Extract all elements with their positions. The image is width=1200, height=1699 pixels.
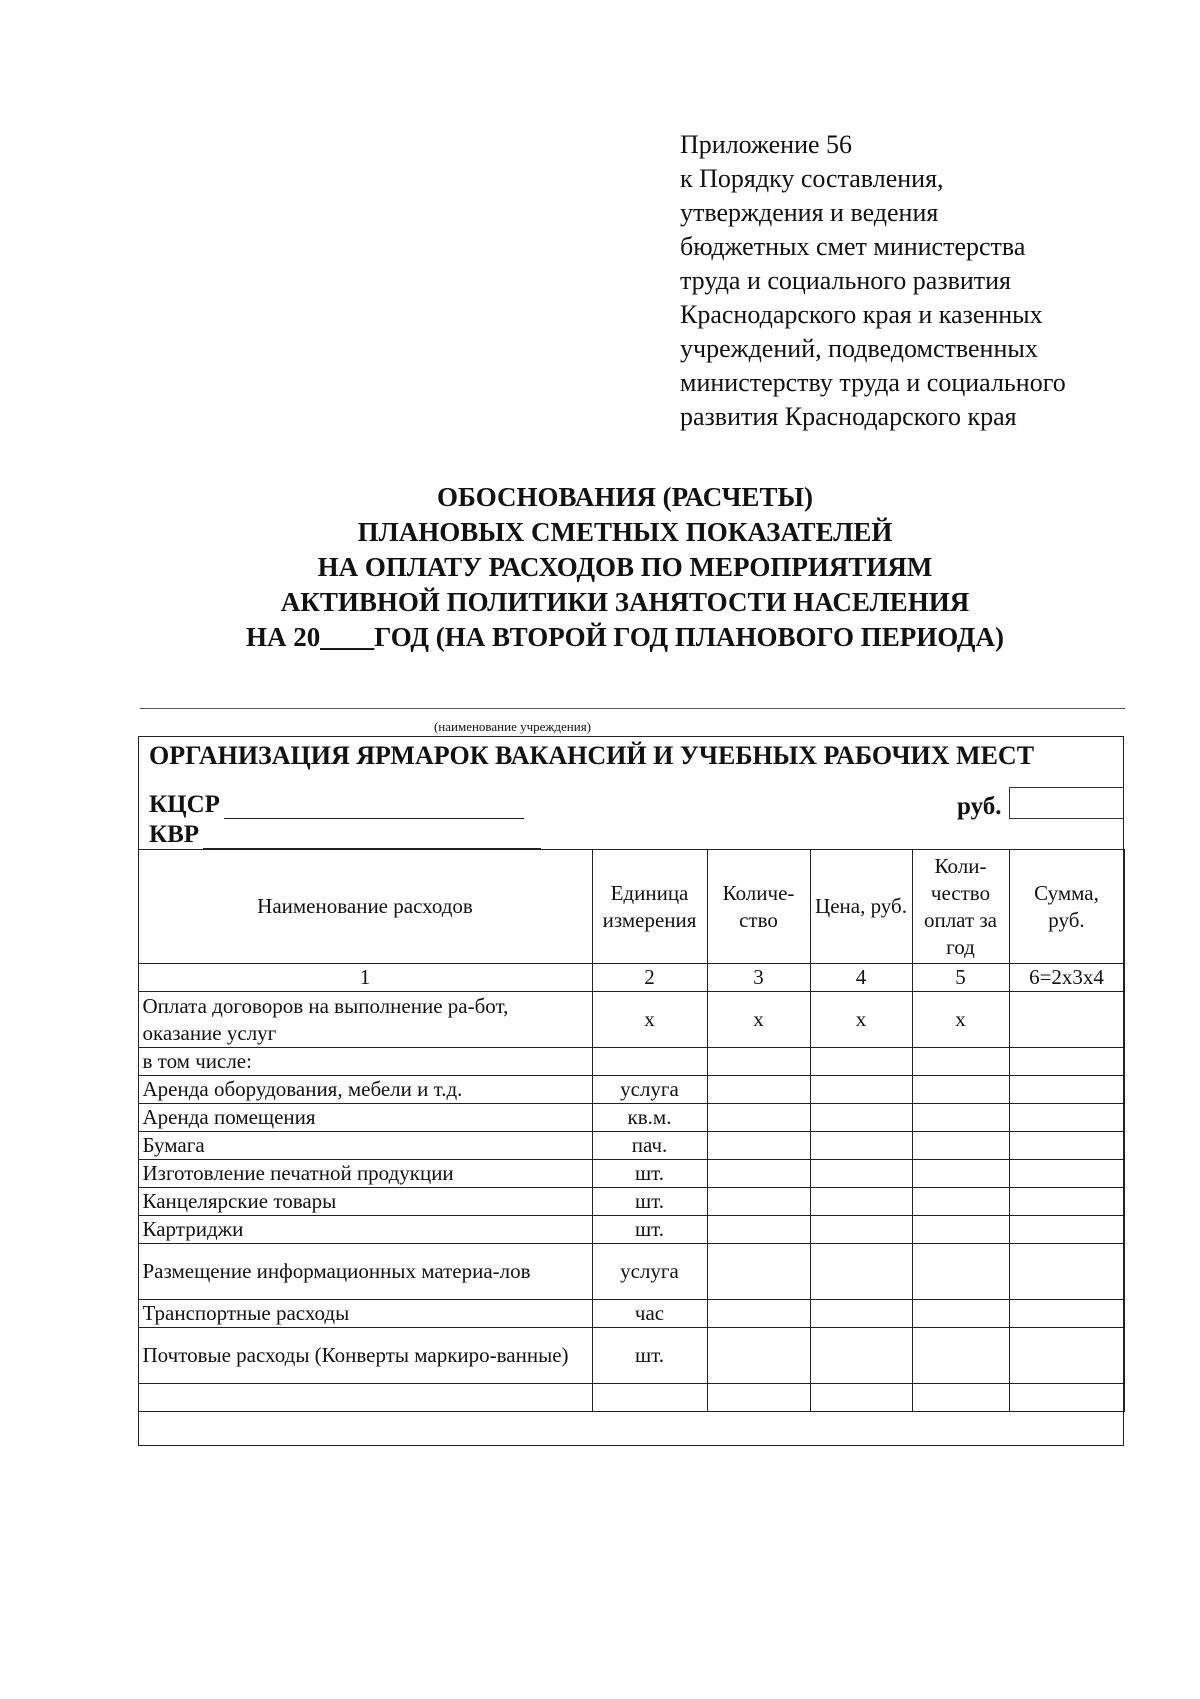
expense-unit: шт.: [592, 1328, 707, 1384]
kvr-label: КВР: [149, 821, 200, 848]
expense-unit: шт.: [592, 1160, 707, 1188]
kvr-field[interactable]: [203, 824, 541, 849]
subheader-row: [138, 1048, 1124, 1076]
expense-table: [138, 849, 1125, 1412]
payments-cell[interactable]: [912, 1244, 1009, 1300]
section-title: ОРГАНИЗАЦИЯ ЯРМАРОК ВАКАНСИЙ И УЧЕБНЫХ РАБОЧИХ МЕСТ: [149, 741, 1035, 770]
payments-cell[interactable]: [912, 1188, 1009, 1216]
appendix-line: учреждений, подведомственных: [680, 334, 1038, 363]
subheader-label: в том числе:: [138, 1048, 592, 1076]
expense-name: Бумага: [138, 1132, 592, 1160]
expense-name: Размещение информационных материа-лов: [138, 1244, 592, 1300]
quantity-cell[interactable]: [707, 1328, 810, 1384]
appendix-line: министерству труда и социального: [680, 368, 1066, 397]
kvr-row: [149, 821, 541, 849]
appendix-line: утверждения и ведения: [680, 198, 939, 227]
sum-cell[interactable]: [1009, 1160, 1124, 1188]
rub-label: руб.: [957, 793, 1002, 820]
payments-cell[interactable]: [912, 1160, 1009, 1188]
sum-cell[interactable]: [1009, 1300, 1124, 1328]
expense-unit: услуга: [592, 1244, 707, 1300]
title-line: ПЛАНОВЫХ СМЕТНЫХ ПОКАЗАТЕЛЕЙ: [357, 517, 893, 547]
kcsr-field[interactable]: [224, 794, 524, 819]
total-row-name: Оплата договоров на выполнение ра-бот, оказание услуг: [138, 992, 592, 1048]
institution-caption: (наименование учреждения): [433, 719, 592, 734]
expense-name: Почтовые расходы (Конверты маркиро-ванные): [138, 1328, 592, 1384]
table-row: [138, 1076, 1124, 1104]
payments-cell[interactable]: [912, 1300, 1009, 1328]
expense-unit: кв.м.: [592, 1104, 707, 1132]
table-row: [138, 1104, 1124, 1132]
price-cell[interactable]: [810, 1132, 912, 1160]
price-cell[interactable]: [810, 1216, 912, 1244]
column-number: 6=2х3х4: [1009, 964, 1124, 992]
expense-unit: услуга: [592, 1076, 707, 1104]
table-row: [138, 1216, 1124, 1244]
institution-name-field[interactable]: [140, 708, 1125, 709]
quantity-cell[interactable]: [707, 1160, 810, 1188]
appendix-line: развития Краснодарского края: [680, 402, 1017, 431]
payments-cell[interactable]: [912, 1104, 1009, 1132]
rub-field[interactable]: [1009, 787, 1124, 819]
expense-unit: шт.: [592, 1188, 707, 1216]
table-header-row: [138, 850, 1124, 964]
expense-form: [138, 736, 1124, 1446]
quantity-cell[interactable]: [707, 1132, 810, 1160]
x-mark: х: [810, 992, 912, 1048]
total-sum-cell[interactable]: [1009, 992, 1124, 1048]
header-price: Цена, руб.: [810, 850, 912, 964]
expense-unit: час: [592, 1300, 707, 1328]
price-cell[interactable]: [810, 1328, 912, 1384]
sum-cell[interactable]: [1009, 1132, 1124, 1160]
payments-cell[interactable]: [912, 1216, 1009, 1244]
price-cell[interactable]: [810, 1104, 912, 1132]
expense-name: Изготовление печатной продукции: [138, 1160, 592, 1188]
expense-name: Аренда помещения: [138, 1104, 592, 1132]
column-number: 4: [810, 964, 912, 992]
sum-cell[interactable]: [1009, 1244, 1124, 1300]
table-row: [138, 1328, 1124, 1384]
price-cell[interactable]: [810, 1076, 912, 1104]
price-cell[interactable]: [810, 1244, 912, 1300]
column-number-row: [138, 964, 1124, 992]
sum-cell[interactable]: [1009, 1076, 1124, 1104]
appendix-line: Краснодарского края и казенных: [680, 300, 1043, 329]
sum-cell[interactable]: [1009, 1216, 1124, 1244]
header-name: Наименование расходов: [138, 850, 592, 964]
header-payments: Коли-чество оплат за год: [912, 850, 1009, 964]
quantity-cell[interactable]: [707, 1076, 810, 1104]
kcsr-row: [149, 791, 524, 819]
column-number: 3: [707, 964, 810, 992]
payments-cell[interactable]: [912, 1328, 1009, 1384]
document-title: [120, 480, 1130, 655]
column-number: 5: [912, 964, 1009, 992]
table-row: [138, 1160, 1124, 1188]
expense-name: Картриджи: [138, 1216, 592, 1244]
appendix-line: труда и социального развития: [680, 266, 1012, 295]
table-row: [138, 1188, 1124, 1216]
appendix-line: к Порядку составления,: [680, 164, 944, 193]
sum-cell[interactable]: [1009, 1104, 1124, 1132]
sum-cell[interactable]: [1009, 1328, 1124, 1384]
appendix-line: бюджетных смет министерства: [680, 232, 1026, 261]
appendix-header: [680, 128, 1150, 434]
empty-row: [138, 1384, 1124, 1412]
expense-name: Канцелярские товары: [138, 1188, 592, 1216]
x-mark: х: [592, 992, 707, 1048]
quantity-cell[interactable]: [707, 1188, 810, 1216]
column-number: 1: [138, 964, 592, 992]
title-line: ОБОСНОВАНИЯ (РАСЧЕТЫ): [437, 482, 813, 512]
payments-cell[interactable]: [912, 1076, 1009, 1104]
table-row: [138, 1244, 1124, 1300]
price-cell[interactable]: [810, 1300, 912, 1328]
header-sum: Сумма, руб.: [1009, 850, 1124, 964]
appendix-line: Приложение 56: [680, 130, 853, 159]
title-line: АКТИВНОЙ ПОЛИТИКИ ЗАНЯТОСТИ НАСЕЛЕНИЯ: [280, 587, 970, 617]
title-line: НА ОПЛАТУ РАСХОДОВ ПО МЕРОПРИЯТИЯМ: [317, 552, 933, 582]
table-row: [138, 1300, 1124, 1328]
expense-name: Аренда оборудования, мебели и т.д.: [138, 1076, 592, 1104]
title-line: НА 20____ГОД (НА ВТОРОЙ ГОД ПЛАНОВОГО ПЕРИОДА): [246, 622, 1004, 652]
x-mark: х: [707, 992, 810, 1048]
header-quantity: Количе-ство: [707, 850, 810, 964]
quantity-cell[interactable]: [707, 1300, 810, 1328]
column-number: 2: [592, 964, 707, 992]
total-row: [138, 992, 1124, 1048]
sum-cell[interactable]: [1009, 1188, 1124, 1216]
header-unit: Единица измерения: [592, 850, 707, 964]
quantity-cell[interactable]: [707, 1104, 810, 1132]
expense-unit: шт.: [592, 1216, 707, 1244]
x-mark: х: [912, 992, 1009, 1048]
expense-unit: пач.: [592, 1132, 707, 1160]
quantity-cell[interactable]: [707, 1216, 810, 1244]
table-row: [138, 1132, 1124, 1160]
price-cell[interactable]: [810, 1188, 912, 1216]
payments-cell[interactable]: [912, 1132, 1009, 1160]
quantity-cell[interactable]: [707, 1244, 810, 1300]
expense-name: Транспортные расходы: [138, 1300, 592, 1328]
kcsr-label: КЦСР: [149, 791, 220, 818]
price-cell[interactable]: [810, 1160, 912, 1188]
